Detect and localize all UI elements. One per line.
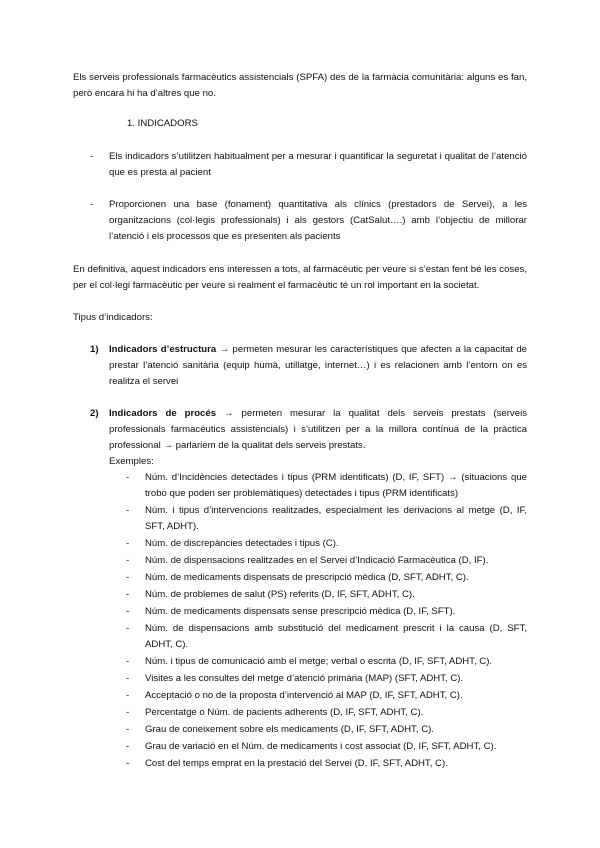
indicator-bullets [73,149,527,245]
example-text: Núm. i tipus d’intervencions realitzades, especialment les derivacions al metge (D, IF, SFT, ADHT). [145,505,527,532]
example-item [109,503,527,535]
example-item [109,671,527,687]
bullet-dash: - [126,758,130,769]
example-item [109,570,527,586]
example-text: Núm. de medicaments dispensats de prescripció mèdica (D, SFT, ADHT, C). [145,572,469,583]
bullet-dash: - [126,690,130,701]
bullet-dash: - [126,673,130,684]
example-text: Núm. d’Incidències detectades i tipus (PRM identificats) (D, IF, SFT) → (situacions que trobo que poden ser problemàtiques) detectades i tipus (PRM identificats) [145,472,527,499]
intro-paragraph: Els serveis professionals farmacèutics assistencials (SPFA) des de la farmàcia comunitària: alguns es fan, però encara hi ha d’altres que no. [73,72,527,99]
example-text: Núm. de dispensacions realitzades en el Servei d’Indicació Farmacèutica (D, IF). [145,555,489,566]
types-label: Tipus d’indicadors: [73,312,153,323]
bullet-text: Proporcionen una base (fonament) quantitativa als clínics (prestadors de Servei), a les organitzacions (col·legis professionals) i als gestors (CatSalut….) amb l’objectiu de millorar l’atenció i els processos que es presenten als pacients [109,199,527,242]
examples-label: Exemples: [109,456,154,467]
example-item [109,722,527,738]
bullet-dash: - [126,724,130,735]
examples-list [109,470,527,772]
example-text: Núm. de dispensacions amb substitució del medicament prescrit i la causa (D, SFT, ADHT, C). [145,623,527,650]
example-text: Visites a les consultes del metge d’atenció primària (MAP) (SFT, ADHT, C). [145,673,464,684]
example-text: Núm. de discrepàncies detectades i tipus (C). [145,538,339,549]
summary-paragraph: En definitiva, aquest indicadors ens interessen a tots, al farmacèutic per veure si s’estan fent bé les coses, per el col·legi farmacèutic per veure si realment el farmacèutic té un rol important en la societat. [73,264,527,291]
example-item [109,470,527,502]
bullet-dash: - [126,572,130,583]
example-item [109,621,527,653]
example-item [109,654,527,670]
example-text: Percentatge o Núm. de pacients adherents (D, IF, SFT, ADHT, C). [145,707,424,718]
example-text: Grau de coneixement sobre els medicaments (D, IF, SFT, ADHT, C). [145,724,434,735]
bullet-dash: - [126,472,130,483]
example-item [109,705,527,721]
example-text: Acceptació o no de la proposta d’intervenció al MAP (D, IF, SFT, ADHT, C). [145,690,463,701]
bullet-dash: - [126,555,130,566]
item-title: Indicadors d’estructura [109,344,217,355]
item-number: 1) [90,344,99,355]
bullet-dash: - [126,707,130,718]
example-item [109,536,527,552]
item-text: → permeten mesurar les característiques que afecten a la capacitat de prestar l’atenció sanitària (equip humà, utillatge, internet…) i es relacionen amb l’entorn on es realitza el servei [109,344,527,387]
bullet-dash: - [90,199,94,210]
bullet-dash: - [126,606,130,617]
indicator-type-structure [73,342,527,390]
bullet-item [73,197,527,245]
bullet-dash: - [126,538,130,549]
bullet-dash: - [126,623,130,634]
example-text: Núm. de problemes de salut (PS) referits (D, IF, SFT, ADHT, C). [145,589,415,600]
example-item [109,553,527,569]
bullet-dash: - [90,151,94,162]
example-text: Núm. de medicaments dispensats sense prescripció mèdica (D, IF, SFT). [145,606,456,617]
example-item [109,756,527,772]
item-title: Indicadors de procés [109,408,217,419]
bullet-dash: - [126,656,130,667]
example-item [109,739,527,755]
item-number: 2) [90,408,99,419]
bullet-text: Els indicadors s’utilitzen habitualment per a mesurar i quantificar la seguretat i qualitat de l’atenció que es presta al pacient [109,151,527,178]
bullet-dash: - [126,589,130,600]
section-heading: 1. INDICADORS [127,118,198,129]
bullet-dash: - [126,741,130,752]
example-text: Cost del temps emprat en la prestació del Servei (D, IF, SFT, ADHT, C). [145,758,448,769]
example-item [109,688,527,704]
example-item [109,587,527,603]
bullet-dash: - [126,505,130,516]
indicator-type-process [73,406,527,772]
bullet-item [73,149,527,181]
item-text: → permeten mesurar la qualitat dels serveis prestats (serveis professionals farmacèutics assistencials) i s’utilitzen per a la millora contínua de la pràctica professional → parlariem de la qualitat dels serveis prestats. [109,408,527,451]
example-text: Grau de variació en el Núm. de medicaments i cost associat (D, IF, SFT, ADHT, C). [145,741,497,752]
example-text: Núm. i tipus de comunicació amb el metge; verbal o escrita (D, IF, SFT, ADHT, C). [145,656,493,667]
example-item [109,604,527,620]
